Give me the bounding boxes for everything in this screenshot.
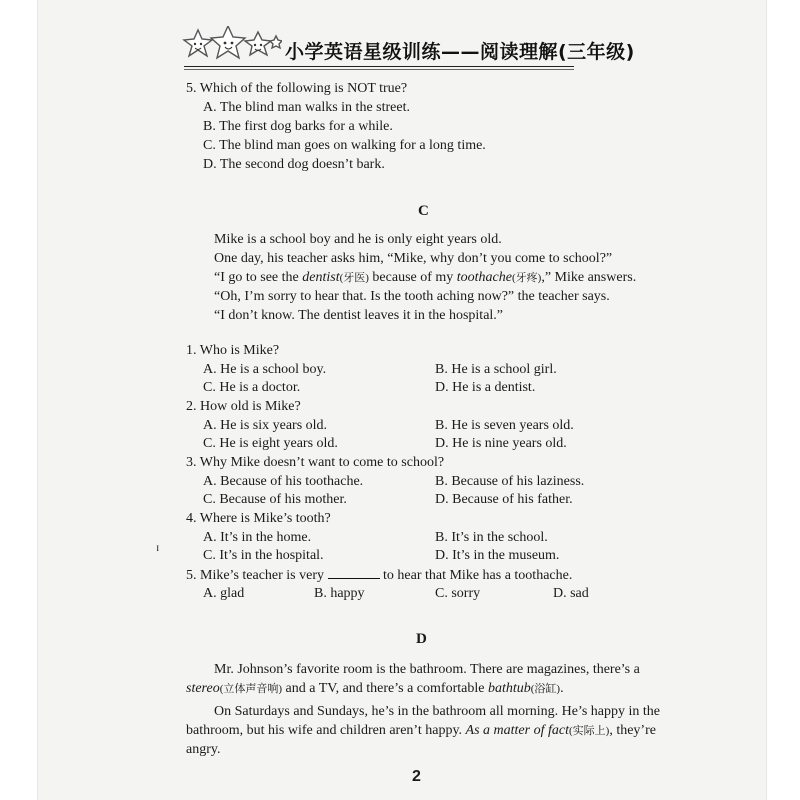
passage-line: “I don’t know. The dentist leaves it in the hospital.”: [214, 308, 504, 323]
chinese-gloss: (浴缸): [530, 683, 561, 695]
chinese-gloss: (立体声音响): [219, 683, 283, 695]
vocab-word: stereo: [186, 681, 220, 696]
chinese-gloss: (实际上): [568, 725, 610, 737]
passage-text: because of my: [368, 270, 457, 285]
question-text: 4. Where is Mike’s tooth?: [186, 511, 331, 526]
option-d: D. The second dog doesn’t bark.: [203, 157, 385, 172]
cartoon-stars-icon: [182, 26, 282, 60]
option-b: B. He is seven years old.: [435, 418, 574, 433]
option-b: B. He is a school girl.: [435, 362, 557, 377]
option-d: D. sad: [553, 586, 589, 601]
question-text-start: 5. Mike’s teacher is very: [186, 568, 328, 583]
vocab-word: toothache: [456, 270, 512, 285]
passage-line: “Oh, I’m sorry to hear that. Is the tooth aching now?” the teacher says.: [214, 289, 610, 304]
passage-text: .: [560, 681, 564, 696]
option-d: D. He is nine years old.: [435, 436, 567, 451]
option-c: C. sorry: [435, 586, 481, 601]
option-b: B. Because of his laziness.: [435, 474, 585, 489]
passage-line: [214, 269, 636, 287]
passage-text: bathroom, but his wife and children aren’t happy.: [186, 723, 466, 738]
question-text: [186, 566, 572, 585]
question-text-end: to hear that Mike has a toothache.: [379, 568, 573, 583]
option-c: C. He is eight years old.: [203, 436, 338, 451]
option-a: A. The blind man walks in the street.: [203, 100, 410, 115]
question-text: 3. Why Mike doesn’t want to come to school?: [186, 455, 445, 470]
passage-text: and a TV, and there’s a comfortable: [282, 681, 488, 696]
option-a: A. glad: [203, 586, 245, 601]
option-d: D. It’s in the museum.: [435, 548, 560, 563]
option-a: A. He is a school boy.: [203, 362, 327, 377]
book-page: [38, 0, 766, 800]
header-rule: [184, 66, 574, 67]
option-a: A. Because of his toothache.: [203, 474, 364, 489]
question-text: 1. Who is Mike?: [186, 343, 280, 358]
header-title: 小学英语星级训练——阅读理解(三年级): [285, 41, 635, 63]
chinese-gloss: (牙疼): [512, 272, 542, 284]
chinese-gloss: (牙医): [339, 272, 369, 284]
passage-line: angry.: [186, 742, 221, 757]
passage-line: [186, 722, 656, 740]
page-header: [38, 0, 766, 78]
option-c: C. Because of his mother.: [203, 492, 347, 507]
passage-text: ,” Mike answers.: [541, 270, 637, 285]
question-text: 2. How old is Mike?: [186, 399, 301, 414]
passage-line: [186, 680, 564, 698]
option-d: D. Because of his father.: [435, 492, 573, 507]
vocab-word: dentist: [302, 270, 340, 285]
passage-text: “I go to see the: [214, 270, 303, 285]
passage-text: , they’re: [609, 723, 656, 738]
option-a: A. He is six years old.: [203, 418, 328, 433]
passage-line: Mike is a school boy and he is only eight years old.: [214, 232, 502, 247]
option-c: C. He is a doctor.: [203, 380, 301, 395]
stray-mark: ɪ: [156, 540, 160, 554]
option-b: B. happy: [314, 586, 365, 601]
answer-blank: [328, 566, 380, 579]
option-b: B. The first dog barks for a while.: [203, 119, 393, 134]
section-heading-c: C: [418, 203, 429, 219]
option-c: C. The blind man goes on walking for a long time.: [203, 138, 486, 153]
option-c: C. It’s in the hospital.: [203, 548, 324, 563]
option-a: A. It’s in the home.: [203, 530, 312, 545]
header-rule-thin: [184, 69, 574, 70]
vocab-word: bathtub: [487, 681, 531, 696]
option-d: D. He is a dentist.: [435, 380, 536, 395]
page-number: 2: [412, 768, 421, 785]
passage-line: On Saturdays and Sundays, he’s in the bathroom all morning. He’s happy in the: [214, 704, 660, 719]
section-heading-d: D: [416, 631, 427, 647]
question-text: 5. Which of the following is NOT true?: [186, 81, 408, 96]
vocab-phrase: As a matter of fact: [465, 723, 569, 738]
passage-line: Mr. Johnson’s favorite room is the bathroom. There are magazines, there’s a: [214, 662, 640, 677]
passage-line: One day, his teacher asks him, “Mike, why don’t you come to school?”: [214, 251, 613, 266]
option-b: B. It’s in the school.: [435, 530, 548, 545]
